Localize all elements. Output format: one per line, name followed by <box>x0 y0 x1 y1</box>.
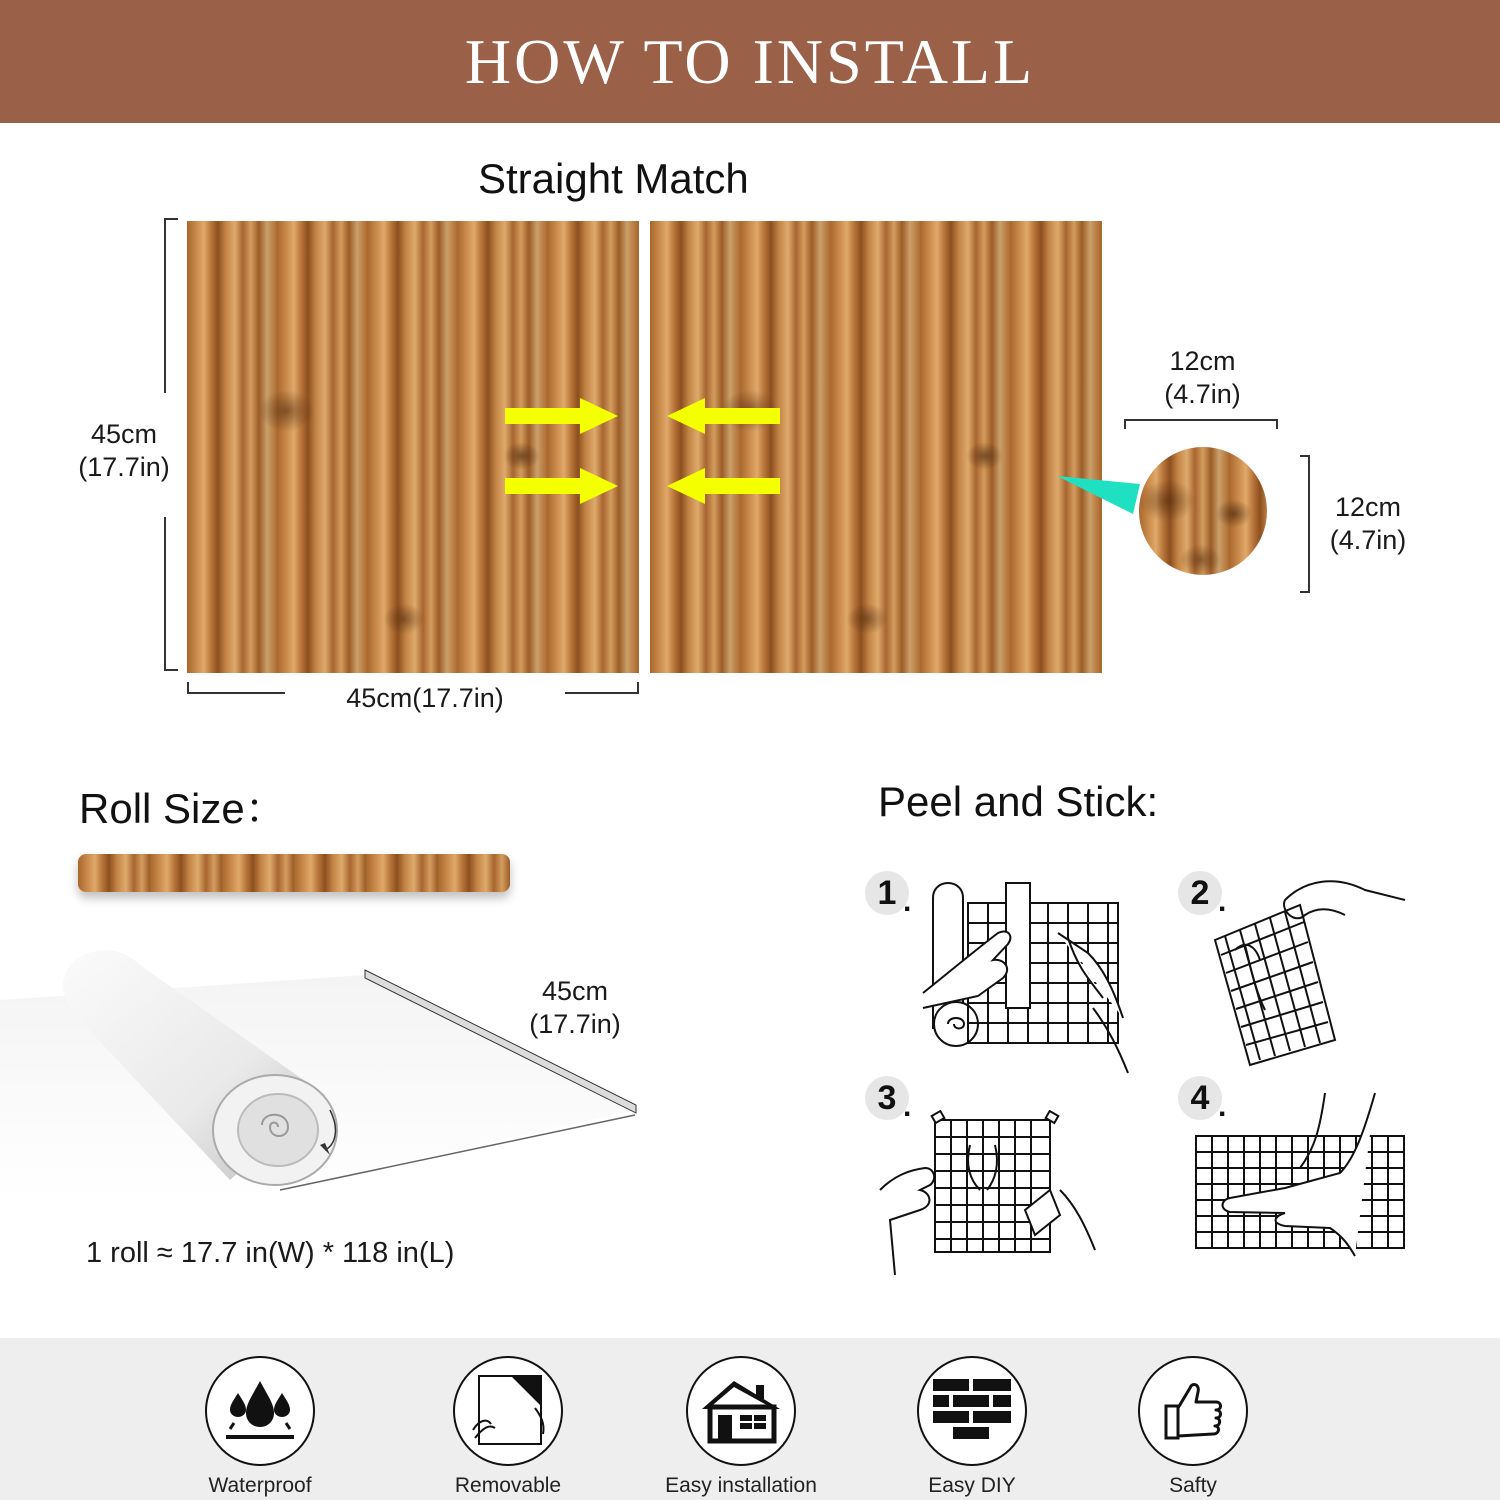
detail-width-tick-right <box>1276 419 1278 429</box>
step-4-number: 4 <box>1178 1076 1222 1120</box>
detail-height-tick-bottom <box>1300 591 1310 593</box>
step-1-measure-icon <box>918 878 1138 1078</box>
feature-removable <box>408 1356 608 1498</box>
panel-height-in: (17.7in) <box>78 451 170 482</box>
height-dimension-tick-bottom <box>164 669 178 671</box>
height-dimension-tick-top <box>164 218 178 220</box>
panel-height-label <box>64 418 184 484</box>
feature-safety-label: Safty <box>1169 1474 1217 1497</box>
page-title: HOW TO INSTALL <box>464 25 1036 97</box>
feature-removable-label: Removable <box>454 1474 562 1497</box>
panel-height-cm: 45cm <box>90 419 158 449</box>
peel-corner-icon <box>465 1368 551 1454</box>
detail-pointer-icon <box>1055 470 1145 520</box>
roll-size-title: Roll Size： <box>79 785 287 832</box>
width-dimension-line-left <box>187 692 285 694</box>
step-2-dot: . <box>1218 885 1227 918</box>
house-icon <box>696 1371 786 1451</box>
brick-wall-icon <box>929 1373 1015 1449</box>
step-3-smooth-icon <box>875 1110 1100 1280</box>
feature-safety-badge <box>1138 1356 1248 1466</box>
step-3-number: 3 <box>865 1076 909 1120</box>
match-arrows <box>500 396 790 506</box>
detail-circle <box>1139 447 1267 575</box>
step-4-press-icon <box>1190 1088 1410 1258</box>
arrow-right-icon-bottom <box>505 468 618 504</box>
roll-formula: 1 roll ≈ 17.7 in(W) * 118 in(L) <box>86 1237 455 1269</box>
roll-strip <box>78 854 510 892</box>
water-drops-icon <box>220 1371 300 1451</box>
feature-easy-diy-badge <box>917 1356 1027 1466</box>
detail-height-cm: 12cm <box>1334 492 1402 522</box>
detail-height-label <box>1318 491 1418 557</box>
step-3-dot: . <box>903 1090 912 1123</box>
arrow-left-icon-bottom <box>667 468 780 504</box>
step-2-number: 2 <box>1178 871 1222 915</box>
roll-width-label <box>515 975 635 1041</box>
feature-easy-installation <box>641 1356 841 1498</box>
detail-width-label <box>1130 345 1275 411</box>
step-2-peel-icon <box>1205 870 1415 1070</box>
detail-width-cm: 12cm <box>1169 346 1236 376</box>
panel-width-label: 45cm(17.7in) <box>346 683 504 713</box>
detail-width-tick-left <box>1124 419 1126 429</box>
peel-and-stick-title: Peel and Stick: <box>878 778 1159 825</box>
feature-waterproof-label: Waterproof <box>208 1474 312 1497</box>
detail-height-tick-top <box>1300 455 1310 457</box>
height-dimension-line-top <box>164 218 166 393</box>
feature-easy-installation-badge <box>686 1356 796 1466</box>
feature-removable-badge <box>453 1356 563 1466</box>
feature-waterproof <box>160 1356 360 1498</box>
arrow-right-icon-top <box>505 398 618 434</box>
width-dimension-tick-left <box>187 682 189 694</box>
feature-easy-diy <box>872 1356 1072 1498</box>
roll-width-in: (17.7in) <box>529 1008 621 1039</box>
thumbs-up-icon <box>1158 1376 1228 1446</box>
width-dimension-line-right <box>565 692 639 694</box>
header-banner <box>0 0 1500 123</box>
roll-width-cm: 45cm <box>541 976 609 1006</box>
feature-safety <box>1093 1356 1293 1498</box>
step-1-dot: . <box>903 885 912 918</box>
feature-waterproof-badge <box>205 1356 315 1466</box>
straight-match-title: Straight Match <box>478 155 749 202</box>
height-dimension-line-bottom <box>164 517 166 670</box>
width-dimension-tick-right <box>637 682 639 694</box>
feature-easy-installation-label: Easy installation <box>665 1474 817 1497</box>
arrow-left-icon-top <box>667 398 780 434</box>
step-1-number: 1 <box>865 871 909 915</box>
detail-height-in: (4.7in) <box>1329 524 1407 555</box>
detail-width-line <box>1124 419 1278 421</box>
detail-height-line <box>1308 455 1310 593</box>
feature-easy-diy-label: Easy DIY <box>928 1474 1016 1497</box>
step-4-dot: . <box>1218 1090 1227 1123</box>
detail-width-in: (4.7in) <box>1164 378 1241 409</box>
